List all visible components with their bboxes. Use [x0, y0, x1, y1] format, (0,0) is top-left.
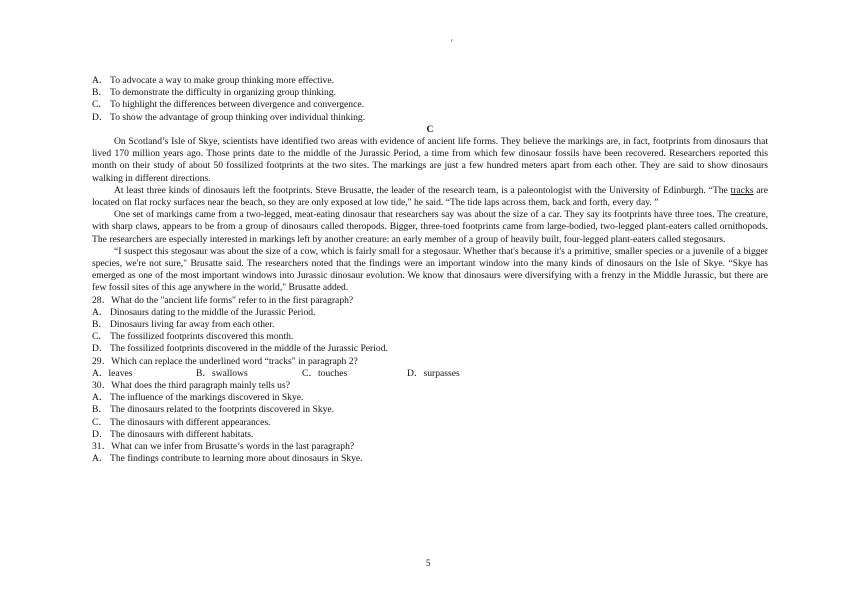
header-mark: ' [451, 38, 453, 48]
q28-option-c: C． The fossilized footprints discovered this month. [92, 331, 294, 343]
question-30-stem: 30．What does the third paragraph mainly tells us? [92, 380, 290, 392]
q30-option-a: A．The influence of the markings discovered in Skye. [92, 392, 304, 404]
section-title: C [426, 123, 434, 135]
underlined-word-tracks: tracks [730, 184, 754, 196]
question-28-stem: 28．What do the "ancient life forms" refer to in the first paragraph? [92, 294, 354, 306]
paragraph-3: One set of markings came from a two-legged, meat-eating dinosaur that researchers say was about the size of a car. They say its footprints have three toes. The creature, with sharp claws, appears to be from a group of dinosaurs called theropods. Bigger, three-toed footprints came from large-bodied, two-legged plant-eaters called ornithopods. The researchers are especially interested in markings left by another creature: an early member of a group of heavily built, four-legged plant-eaters called stegosaurs. [92, 209, 768, 245]
paragraph-4: “I suspect this stegosaur was about the size of a cow, which is fairly small for a stegosaur. Whether that's because it's a primitive, smaller species or a juvenile of a bigger species, we're not sure," Brusatte said. The researchers noted that the findings were an important window into the many kinds of dinosaurs on the Isle of Skye. “Skye has emerged as one of the most important windows into Jurassic dinosaur evolution. We know that dinosaurs were diversifying with a frenzy in the Middle Jurassic, but there are few fossil sites of this age anywhere in the world," Brusatte added. [92, 245, 768, 294]
question-29-stem: 29．Which can replace the underlined word “tracks" in paragraph 2? [92, 355, 358, 367]
q28-option-b: B． Dinosaurs living far away from each other. [92, 319, 275, 331]
q28-option-d: D．The fossilized footprints discovered in the middle of the Jurassic Period. [92, 343, 388, 355]
exam-content [92, 75, 768, 466]
q29-option-d: D．surpasses [407, 367, 460, 379]
q30-option-c: C． The dinosaurs with different appearances. [92, 416, 271, 428]
q29-option-a: A．leaves [92, 367, 133, 379]
question-31-stem: 31．What can we infer from Brusatte’s words in the last paragraph? [92, 441, 355, 453]
q27-options [92, 75, 768, 124]
q27-option-b: B． To demonstrate the difficulty in organizing group thinking. [92, 87, 336, 99]
q30-option-d: D．The dinosaurs with different habitats. [92, 428, 254, 440]
q29-option-c: C．touches [302, 367, 348, 379]
q29-option-b: B．swallows [196, 367, 248, 379]
paragraph-2: At least three kinds of dinosaurs left the footprints. Steve Brusatte, the leader of the research team, is a paleontologist with the University of Edinburgh. “The tracks are located on flat rocky surfaces near the beach, so they are only exposed at low tide," he said. “The tide laps across them, back and forth, every day. ” [92, 184, 768, 209]
q27-option-c: C． To highlight the differences between divergence and convergence. [92, 99, 364, 111]
page-number: 5 [426, 558, 431, 568]
q31-option-a: A．The findings contribute to learning more about dinosaurs in Skye. [92, 453, 363, 465]
q27-option-a: A．To advocate a way to make group thinking more effective. [92, 75, 334, 86]
q30-option-b: B． The dinosaurs related to the footprints discovered in Skye. [92, 404, 335, 416]
paragraph-1: On Scotland’s Isle of Skye, scientists have identified two areas with evidence of ancient life forms. They believe the markings are, in fact, footprints from dinosaurs that lived 170 million years ago. Those prints date to the middle of the Jurassic Period, a time from which few dinosaur fossils have been recovered. Researchers reported this month on their study of about 50 fossilized footprints at the two sites. The markings are just a few hundred meters apart from each other. They are said to show dinosaurs walking in different directions. [92, 136, 768, 184]
q28-option-a: A．Dinosaurs dating to the middle of the Jurassic Period. [92, 306, 316, 318]
q27-option-d: D．To show the advantage of group thinking over individual thinking. [92, 111, 366, 123]
q29-options [92, 368, 768, 380]
